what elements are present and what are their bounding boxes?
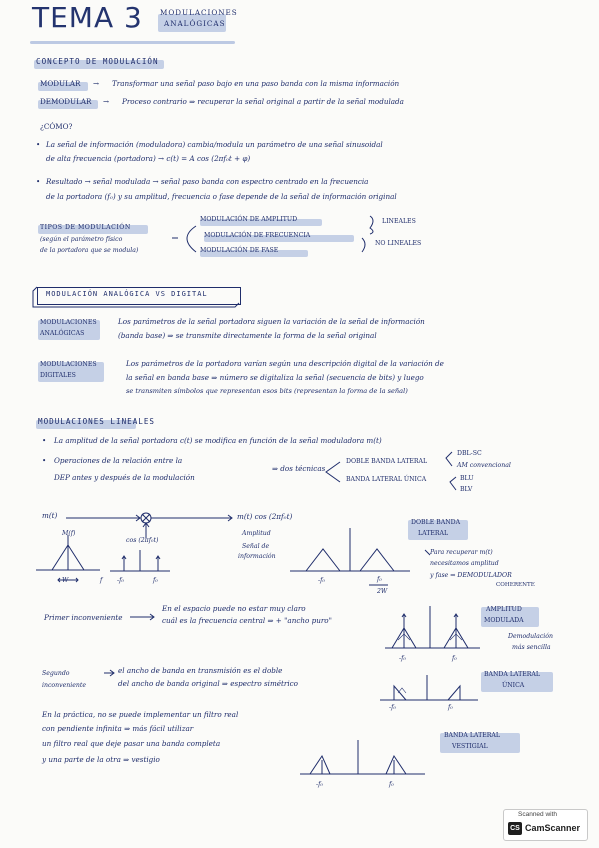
primer-inconveniente-label: Primer inconveniente: [44, 613, 123, 622]
dbl-label: DOBLE BANDA LATERAL: [346, 458, 428, 465]
dbl-option-1: DBL-SC: [457, 450, 482, 457]
dbl-option-2: AM convencional: [457, 462, 511, 469]
arrow: [104, 670, 114, 676]
dbl-note-title-2: LATERAL: [418, 530, 449, 537]
blu-neg-f0: -f₀: [389, 704, 396, 711]
como-heading: ¿CÓMO?: [40, 122, 73, 131]
bracket-tipos: [172, 216, 373, 252]
modular-label: MODULAR: [40, 79, 81, 88]
tipo-fase: MODULACIÓN DE FASE: [200, 247, 279, 254]
blv-neg-f0: -f₀: [316, 781, 323, 788]
brace-tecnicas: [326, 462, 340, 482]
camscanner-logo-icon: CS: [508, 822, 522, 835]
no-lineales-label: NO LINEALES: [375, 240, 422, 247]
bullet: •: [36, 177, 41, 186]
lineales-bullet-2-line-2: DEP antes y después de la modulación: [54, 473, 195, 482]
practica-2: con pendiente infinita ⇒ más fácil utilizar: [42, 724, 194, 733]
brace-blu: [450, 477, 456, 490]
digital-text-1: Los parámetros de la portadora varían según una descripción digital de la variación de: [126, 359, 444, 368]
brace-dbl: [446, 452, 452, 466]
dbl-note-2: necesitamos amplitud: [430, 560, 499, 567]
camscanner-badge: [503, 809, 588, 841]
dbl-note-title-1: DOBLE BANDA: [411, 519, 461, 526]
bullet: •: [42, 456, 47, 465]
carrier-label: cos (2πf₀t): [126, 537, 159, 544]
modular-text: Transformar una señal paso bajo en una paso banda con la misma información: [112, 79, 400, 88]
signal-m-t: m(t): [42, 511, 58, 520]
neg-f0-label-2: -f₀: [318, 577, 325, 584]
demodular-text: Proceso contrario ⇒ recuperar la señal original a partir de la señal modulada: [122, 97, 404, 106]
primer-text-2: cuál es la frecuencia central ⇒ + "ancho puro": [162, 616, 332, 625]
scanned-with-text: Scanned with: [518, 811, 558, 818]
blu-label-1: BANDA LATERAL: [484, 671, 540, 678]
f-axis-label: f: [100, 577, 103, 584]
box-shadow: [33, 287, 239, 307]
arrow: [130, 614, 154, 620]
neg-f0-label: -f₀: [117, 577, 124, 584]
section-heading-concepto: CONCEPTO DE MODULACIÓN: [36, 57, 159, 66]
am-note-2: más sencilla: [512, 644, 551, 651]
analog-text-2: (banda base) ⇒ se transmite directamente la forma de la señal original: [118, 331, 377, 340]
analog-label-2: ANALÓGICAS: [40, 330, 85, 337]
blu-label-2: ÚNICA: [502, 682, 525, 689]
subtitle-line-1: MODULACIONES: [160, 8, 238, 17]
note-arrow: [425, 550, 430, 555]
am-neg-f0: -f₀: [399, 655, 406, 662]
tipos-label: TIPOS DE MODULACIÓN: [40, 224, 131, 231]
carrier-spectrum: [110, 550, 170, 571]
lineales-bullet-1: La amplitud de la señal portadora c(t) se modifica en función de la señal moduladora m(t): [54, 436, 382, 445]
tipos-note-2: de la portadora que se modula): [40, 247, 139, 254]
modulated-output: m(t) cos (2πf₀t): [237, 512, 293, 521]
arrow: →: [93, 79, 100, 88]
spectrum-M-f: M(f): [62, 530, 76, 537]
modulator-diagram: [66, 513, 232, 538]
section-heading-analog-digital: MODULACIÓN ANALÓGICA VS DIGITAL: [46, 290, 208, 298]
am-label-2: MODULADA: [484, 617, 524, 624]
practica-3: un filtro real que deje pasar una banda completa: [42, 739, 221, 748]
blu-label: BANDA LATERAL ÚNICA: [346, 476, 427, 483]
segundo-text-1: el ancho de banda en transmisión es el doble: [118, 666, 283, 675]
concept-bullet-2-line-2: de la portadora (f₀) y su amplitud, frecuencia o fase depende de la señal de información original: [46, 192, 397, 201]
informacion-note: información: [238, 553, 276, 560]
baseband-spectrum: [36, 535, 103, 584]
subtitle-line-2: ANALÓGICAS: [164, 19, 226, 28]
blv-label-1: BANDA LATERAL: [444, 732, 500, 739]
lineales-bullet-2-line-1: Operaciones de la relación entre la: [54, 456, 183, 465]
amplitud-note: Amplitud: [242, 530, 271, 537]
f0-label: f₀: [153, 577, 158, 584]
segundo-text-2: del ancho de banda original ⇒ espectro simétrico: [118, 679, 298, 688]
digital-text-3: se transmiten símbolos que representan esos bits (representan la forma de la señal): [126, 387, 408, 395]
blv-label-2: VESTIGIAL: [452, 743, 488, 750]
blv-f0: f₀: [389, 781, 394, 788]
blu-option-2: BLV: [460, 486, 473, 493]
two-w-label: 2W: [377, 588, 388, 595]
demodular-label: DEMODULAR: [40, 97, 92, 106]
tipo-amplitud: MODULACIÓN DE AMPLITUD: [200, 216, 298, 223]
digital-label-2: DIGITALES: [40, 372, 76, 379]
concept-bullet-2-line-1: Resultado → señal modulada → señal paso banda con espectro centrado en la frecuencia: [46, 177, 369, 186]
segundo-label-2: inconveniente: [42, 682, 87, 689]
bandwidth-W: W: [62, 577, 69, 584]
tipo-frecuencia: MODULACIÓN DE FRECUENCIA: [204, 232, 311, 239]
am-note-1: Demodulación: [508, 633, 553, 640]
practica-1: En la práctica, no se puede implementar un filtro real: [42, 710, 239, 719]
digital-label-1: MODULACIONES: [40, 361, 97, 368]
blu-f0: f₀: [448, 704, 453, 711]
dbl-note-1: Para recuperar m(t): [430, 549, 493, 556]
blu-option-1: BLU: [460, 475, 474, 482]
practica-4: y una parte de la otra ⇒ vestigio: [42, 755, 160, 764]
f0-label-2: f₀: [377, 576, 382, 583]
concept-bullet-1-line-2: de alta frecuencia (portadora) → c(t) = A cos (2πf₀t + φ): [46, 154, 251, 163]
dos-tecnicas: ⇒ dos técnicas: [272, 464, 326, 473]
concept-bullet-1-line-1: La señal de información (moduladora) cambia/modula un parámetro de una señal sinusoidal: [46, 140, 383, 149]
lineales-label: LINEALES: [382, 218, 416, 225]
arrow: →: [103, 97, 110, 106]
dbl-note-3: y fase ⇒ DEMODULADOR: [430, 572, 512, 579]
camscanner-brand: CamScanner: [525, 823, 581, 833]
blv-spectrum: [300, 740, 425, 774]
blu-spectrum: [380, 675, 478, 700]
dbl-note-4: COHERENTE: [496, 582, 535, 588]
analog-text-1: Los parámetros de la señal portadora siguen la variación de la señal de información: [118, 317, 425, 326]
senal-note: Señal de: [242, 543, 270, 550]
segundo-label-1: Segundo: [42, 670, 70, 677]
dbl-spectrum: [290, 528, 410, 585]
am-f0: f₀: [452, 655, 457, 662]
section-heading-lineales: MODULACIONES LINEALES: [38, 417, 156, 426]
bullet: •: [42, 436, 47, 445]
tipos-note-1: (según el parámetro físico: [40, 236, 123, 243]
analog-label-1: MODULACIONES: [40, 319, 97, 326]
primer-text-1: En el espacio puede no estar muy claro: [162, 604, 306, 613]
page-title: TEMA 3: [32, 1, 143, 34]
bullet: •: [36, 140, 41, 149]
digital-text-2: la señal en banda base ⇒ número se digitaliza la señal (secuencia de bits) y luego: [126, 373, 424, 382]
am-spectrum: [385, 606, 480, 648]
am-label-1: AMPLITUD: [486, 606, 522, 613]
